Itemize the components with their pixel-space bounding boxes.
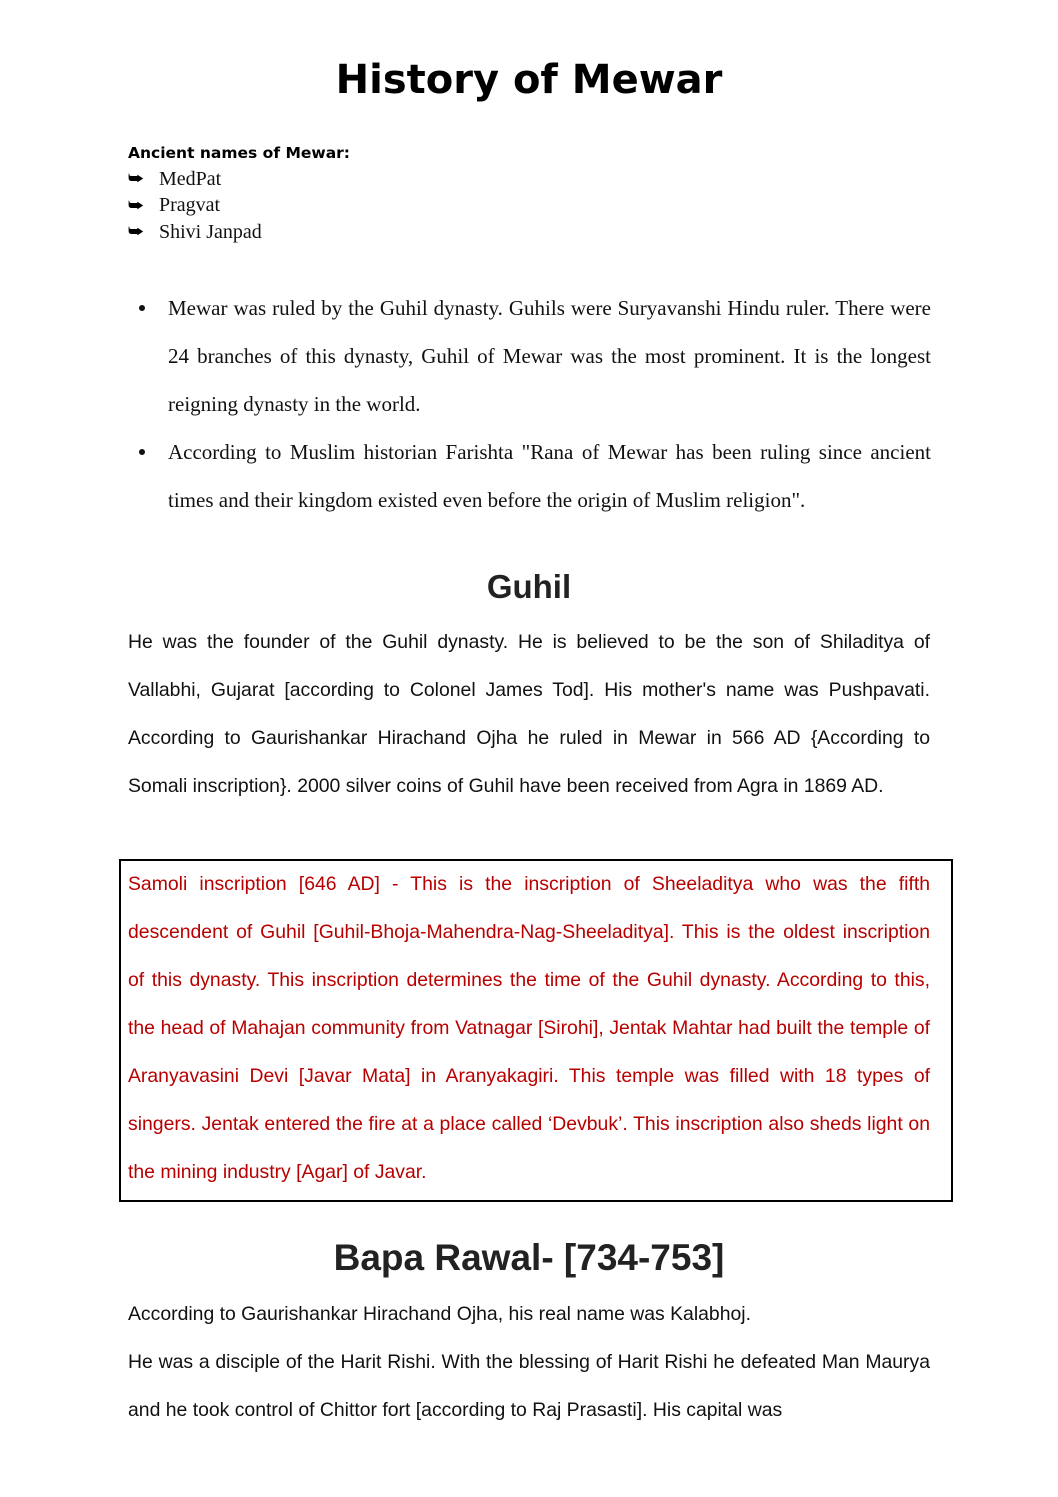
ancient-names-heading: Ancient names of Mewar: bbox=[128, 144, 351, 162]
bullet-text: According to Muslim historian Farishta "Rana of Mewar has been ruling since ancient times and their kingdom existed even before the origin of Muslim religion". bbox=[168, 440, 931, 512]
arrow-icon: ⮩ bbox=[128, 169, 144, 190]
bapa-rawal-paragraph-1: According to Gaurishankar Hirachand Ojha, his real name was Kalabhoj. bbox=[128, 1303, 751, 1325]
arrow-icon: ⮩ bbox=[128, 222, 144, 243]
list-item-label: Pragvat bbox=[159, 194, 221, 217]
list-item-label: Shivi Janpad bbox=[159, 220, 262, 243]
list-item bbox=[128, 193, 262, 220]
ancient-names-list bbox=[128, 166, 262, 246]
list-item bbox=[128, 166, 262, 193]
guhil-paragraph: He was the founder of the Guhil dynasty. He is believed to be the son of Shiladitya of Vallabhi, Gujarat [according to Colonel James Tod]. His mother's name was Pushpavati. According to Gaurishankar Hirachand Ojha he ruled in Mewar in 566 AD {According to Somali inscription}. 2000 silver coins of Guhil have been received from Agra in 1869 AD. bbox=[128, 631, 930, 797]
dot-icon bbox=[139, 449, 145, 455]
bullet-item bbox=[136, 428, 931, 524]
list-item-label: MedPat bbox=[159, 167, 222, 190]
bapa-rawal-paragraph-2: He was a disciple of the Harit Rishi. With the blessing of Harit Rishi he defeated Man Maurya and he took control of Chittor fort [according to Raj Prasasti]. His capital was bbox=[128, 1351, 930, 1421]
guhil-heading: Guhil bbox=[486, 568, 572, 605]
page-title: History of Mewar bbox=[335, 57, 723, 103]
bapa-rawal-heading: Bapa Rawal- [734-753] bbox=[333, 1237, 725, 1278]
intro-bullet-list bbox=[136, 284, 931, 524]
arrow-icon: ⮩ bbox=[128, 195, 144, 216]
inscription-box bbox=[119, 859, 953, 1202]
dot-icon bbox=[139, 305, 145, 311]
inscription-text: Samoli inscription [646 AD] - This is the inscription of Sheeladitya who was the fifth descendent of Guhil [Guhil-Bhoja-Mahendra-Nag-Sheeladitya]. This is the oldest inscription of this dynasty. This inscription determines the time of the Guhil dynasty. According to this, the head of Mahajan community from Vatnagar [Sirohi], Jentak Mahtar had built the temple of Aranyavasini Devi [Javar Mata] in Aranyakagiri. This temple was filled with 18 types of singers. Jentak entered the fire at a place called ‘Devbuk’. This inscription also sheds light on the mining industry [Agar] of Javar. bbox=[128, 873, 930, 1183]
bullet-text: Mewar was ruled by the Guhil dynasty. Guhils were Suryavanshi Hindu ruler. There were 24 branches of this dynasty, Guhil of Mewar was the most prominent. It is the longest reigning dynasty in the world. bbox=[168, 296, 931, 416]
bullet-item bbox=[136, 284, 931, 428]
list-item bbox=[128, 219, 262, 246]
